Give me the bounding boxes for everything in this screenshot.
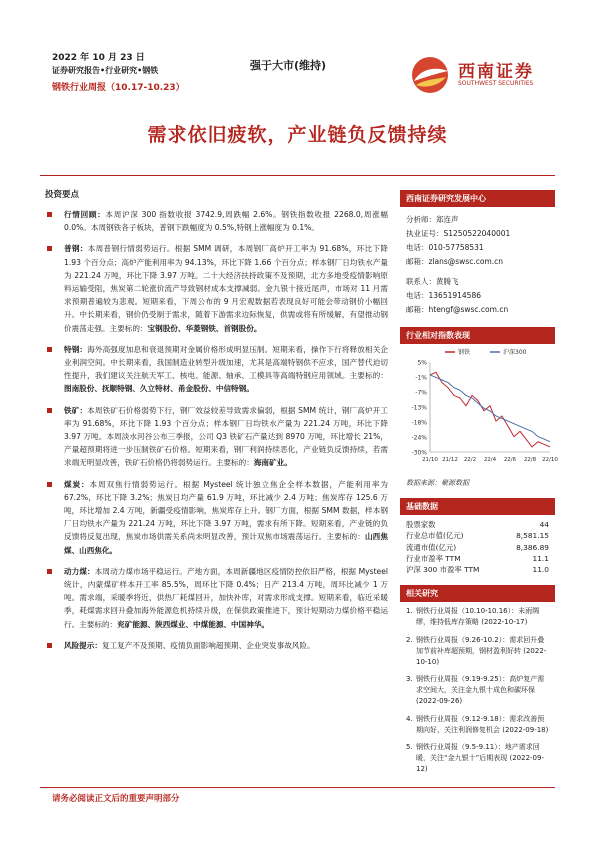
item-label: 普钢： (64, 244, 88, 254)
analyst-info (400, 207, 555, 321)
bullet-icon (47, 408, 52, 413)
data-value: 11.1 (532, 553, 549, 563)
weekly-title: 钢铁行业周报（10.17-10.23） (52, 83, 185, 93)
analyst-line: 电话：13651914586 (406, 291, 481, 300)
summary-item (45, 208, 388, 234)
summary-item (45, 404, 388, 470)
basic-data-table (400, 515, 555, 579)
related-text: 钢铁行业周报（9.12-9.18）：需求改善预期向好，关注利润修复机会 (2022-09-18) (416, 714, 549, 734)
related-item[interactable] (406, 714, 549, 736)
analyst-line: 邮箱：htengf@swsc.com.cn (406, 305, 509, 314)
item-text: 本周沪深 300 指数收报 3742.9,周跌幅 2.6%。钢铁指数收报 2268.0,周涨幅 0.0%。本周钢铁各子板块，普钢下跌幅度为 0.5%,特钢上涨幅度为 0.1%。 (64, 210, 389, 233)
investment-summary (45, 188, 388, 660)
chart-source: 数据来源：聚源数据 (406, 479, 469, 487)
footer-disclaimer: 请务必阅读正文后的重要声明部分 (52, 794, 180, 804)
page-title: 需求依旧疲软，产业链负反馈持续 (147, 124, 448, 146)
report-type: 证券研究报告•行业研究•钢铁 (52, 66, 159, 75)
data-key: 流通市值(亿元) (406, 542, 457, 552)
related-research-list (400, 602, 555, 774)
logo-mark-icon (408, 55, 452, 95)
x-tick-label: 22/8 (523, 457, 537, 463)
item-label: 铁矿： (64, 405, 88, 415)
data-key: 沪深 300 市盈率 TTM (406, 565, 480, 575)
y-tick-label: -13% (411, 404, 427, 412)
footer-divider (40, 787, 555, 788)
data-key: 行业总市值(亿元) (406, 531, 464, 541)
related-item[interactable] (406, 742, 549, 774)
related-item[interactable] (406, 674, 549, 706)
item-label: 风险提示： (64, 640, 102, 650)
item-text: 本周动力煤市场平稳运行。产地方面，本周新疆地区疫情防控依旧严格，根据 Mysteel 统计，内蒙煤矿样本开工率 85.5%，周环比下降 0.4%；日产 213.4 万吨，周环比减少 1 万吨。需求端，采暖季将近，供热厂耗煤回升，加快补库，对需求形成支撑。短期来看，临近采暖季，耗煤需求回升叠加海外能源危机持续升级，在保供政策推进下，预计短期动力煤价格平稳运行。主要标的： (64, 566, 389, 629)
y-tick-label: -24% (411, 434, 427, 442)
y-tick-label: 5% (417, 359, 427, 367)
analyst-line: 分析师：郑连声 (406, 215, 459, 224)
sidebar (400, 190, 558, 782)
y-tick-label: -18% (411, 419, 427, 427)
x-tick-label: 22/10 (542, 457, 558, 463)
related-text: 钢铁行业周报（10.10-10.16）：未雨绸缪，维持低库存策略 (2022-10-17) (416, 607, 540, 627)
data-row (406, 530, 549, 541)
related-text: 钢铁行业周报（9.26-10.2）：需求回升叠加节前补库超预期，钢材盈利好转 (2022-10-10) (416, 636, 547, 666)
x-tick-label: 22/4 (483, 457, 497, 463)
analyst-line: 执业证号：S1250522040001 (406, 229, 511, 238)
analyst-line: 电话：010-57758531 (406, 243, 484, 252)
x-tick-label: 21/10 (422, 457, 438, 463)
item-key-stocks: 兖矿能源、陕西煤业、中煤能源、中国神华。 (117, 619, 270, 629)
bullet-icon (47, 212, 52, 217)
logo-name: 西南证券 (458, 62, 534, 82)
data-value: 11.0 (532, 565, 549, 575)
company-logo (408, 55, 558, 95)
analyst-line: 联系人：黄腾飞 (406, 277, 459, 286)
bullet-icon (47, 246, 52, 251)
series-line (430, 372, 550, 447)
item-key-stocks: 山西焦煤、山西焦化。 (64, 532, 388, 555)
legend-label: 钢铁 (458, 349, 471, 356)
item-text: 海外高强度加息和衰退预期对金属价格形成明显压制。短期来看，操作下行将释放相关企业利润空间。中长期来看，我国制造业转型升级加速，尤其是高端特钢供不应求，国产替代迫切性提升，我们建议关注航天军工、核电、能源、轴承、工模具等高端特钢应用领域。主要标的： (64, 344, 388, 381)
data-key: 行业市盈率 TTM (406, 553, 461, 563)
related-number: 4. (406, 714, 413, 723)
related-text: 钢铁行业周报（9.19-9.25）：高炉复产需求空间大，关注金九银十成色和碳环保 (2022-09-26) (416, 675, 545, 706)
legend-label: 沪深300 (503, 349, 527, 356)
data-row (406, 553, 549, 564)
chart-heading: 行业相对指数表现 (400, 327, 555, 344)
item-label: 行情回顾： (64, 210, 106, 219)
item-text: 复工复产不及预期、疫情负面影响超预期、企业突发事故风险。 (101, 640, 315, 650)
series-line (430, 375, 550, 442)
y-tick-label: -30% (411, 449, 427, 457)
item-label: 煤炭： (64, 479, 90, 489)
item-text: 本周双焦行情弱势运行。根据 Mysteel 统计独立焦企全样本数据，产能利用率为 67.2%，环比下降 3.2%；焦炭日均产量 61.9 万吨，环比减少 2.4 万吨；焦炭库存 125.6 万吨，环比增加 2.4 万吨，新疆受疫情影响，焦炭库存上升。钢厂方面，根据 SMM 数据，样本钢厂日均铁水产量为 221.24 万吨，环比下降 3.97 万吨，需求有所下降。短期来看，产业链的负反馈将反复出现，焦炭市场供需关系尚未明显改善，预计双焦市场震荡运行。主要标的： (64, 479, 389, 542)
data-value: 8,581.15 (516, 531, 549, 541)
item-key-stocks: 图南股份、抚顺特钢、久立特材、甬金股份、中信特钢。 (64, 384, 254, 394)
bullet-icon (47, 482, 52, 487)
summary-item (45, 639, 388, 652)
related-number: 2. (406, 636, 413, 645)
data-row (406, 564, 549, 575)
data-row (406, 519, 549, 530)
title-divider (40, 175, 555, 176)
item-key-stocks: 海南矿业。 (253, 458, 292, 468)
relative-index-chart (400, 344, 558, 474)
item-text: 本周铁矿石价格弱势下行，钢厂效益较差导致需求偏弱，根据 SMM 统计，钢厂高炉开工率为 91.68%，环比下降 1.93 个百分点；样本钢厂日均铁水产量为 221.24 万吨，环比下降 3.97 万吨。本周淡水河谷公布三季报，公司 Q3 铁矿石产量达到 8970 万吨，环比增长 21%，产量超预期将进一步压制铁矿石价格。短期来看，钢厂利润持续恶化，产业链负反馈持续，若需求端无明显改善，铁矿石价格仍将弱势运行。主要标的： (64, 405, 389, 468)
summary-item (45, 478, 388, 557)
data-heading: 基础数据 (400, 498, 555, 515)
rating: 强于大市(维持) (250, 59, 327, 72)
y-tick-label: -7% (415, 389, 427, 397)
report-date: 2022 年 10 月 23 日 (52, 53, 145, 63)
summary-item (45, 242, 388, 334)
related-text: 钢铁行业周报（9.5-9.11）：地产需求回暖，关注“金九银十”后期表现 (2022-09-12) (416, 743, 544, 774)
analyst-line: 邮箱：zlans@swsc.com.cn (406, 257, 504, 266)
y-tick-label: -1% (415, 374, 427, 382)
logo-english: SOUTHWEST SECURITIES (458, 80, 534, 87)
data-key: 股票家数 (406, 520, 436, 529)
related-number: 1. (406, 607, 413, 616)
summary-heading: 投资要点 (45, 190, 80, 200)
related-item[interactable] (406, 606, 549, 628)
data-row (406, 542, 549, 553)
related-heading: 相关研究 (400, 585, 555, 602)
summary-item (45, 343, 388, 396)
bullet-icon (47, 569, 52, 574)
item-label: 特钢： (64, 344, 88, 354)
item-label: 动力煤： (64, 566, 95, 576)
bullet-icon (47, 643, 52, 648)
bullet-icon (47, 347, 52, 352)
x-tick-label: 22/2 (463, 457, 477, 463)
analyst-heading: 西南证券研究发展中心 (400, 190, 555, 207)
item-key-stocks: 宝钢股份、华菱钢铁、首钢股份。 (147, 323, 262, 333)
related-item[interactable] (406, 635, 549, 667)
related-number: 5. (406, 743, 413, 752)
x-tick-label: 22/6 (503, 457, 517, 463)
item-text: 本周普钢行情弱势运行。根据 SMM 调研，本周钢厂高炉开工率为 91.68%，环比下降 1.93 个百分点；高炉产能利用率为 94.13%，环比下降 1.66 个百分点；样本钢厂日均铁水产量为 221.24 万吨，环比下降 3.97 万吨。二十大经济扶持政策不及预期，北方多地受疫情影响原料运输受阻，焦炭第二轮涨价流产导致钢材成本支撑减弱。金九银十接近尾声，市场对 11 月需求预期普遍较为悲观。短期来看，下周公布的 9 月宏观数据若表现良好可能会带动钢价小幅回升。中长期来看，钢价仍受制于需求，随着下游需求边际恢复，供需或将有所缓解，有望推动钢价震荡走强。主要标的： (64, 244, 388, 333)
summary-item (45, 565, 388, 631)
related-number: 3. (406, 675, 413, 684)
x-tick-label: 21/12 (442, 457, 458, 463)
data-value: 8,386.89 (516, 542, 549, 552)
data-value: 44 (539, 520, 549, 529)
chart-svg (400, 344, 558, 474)
